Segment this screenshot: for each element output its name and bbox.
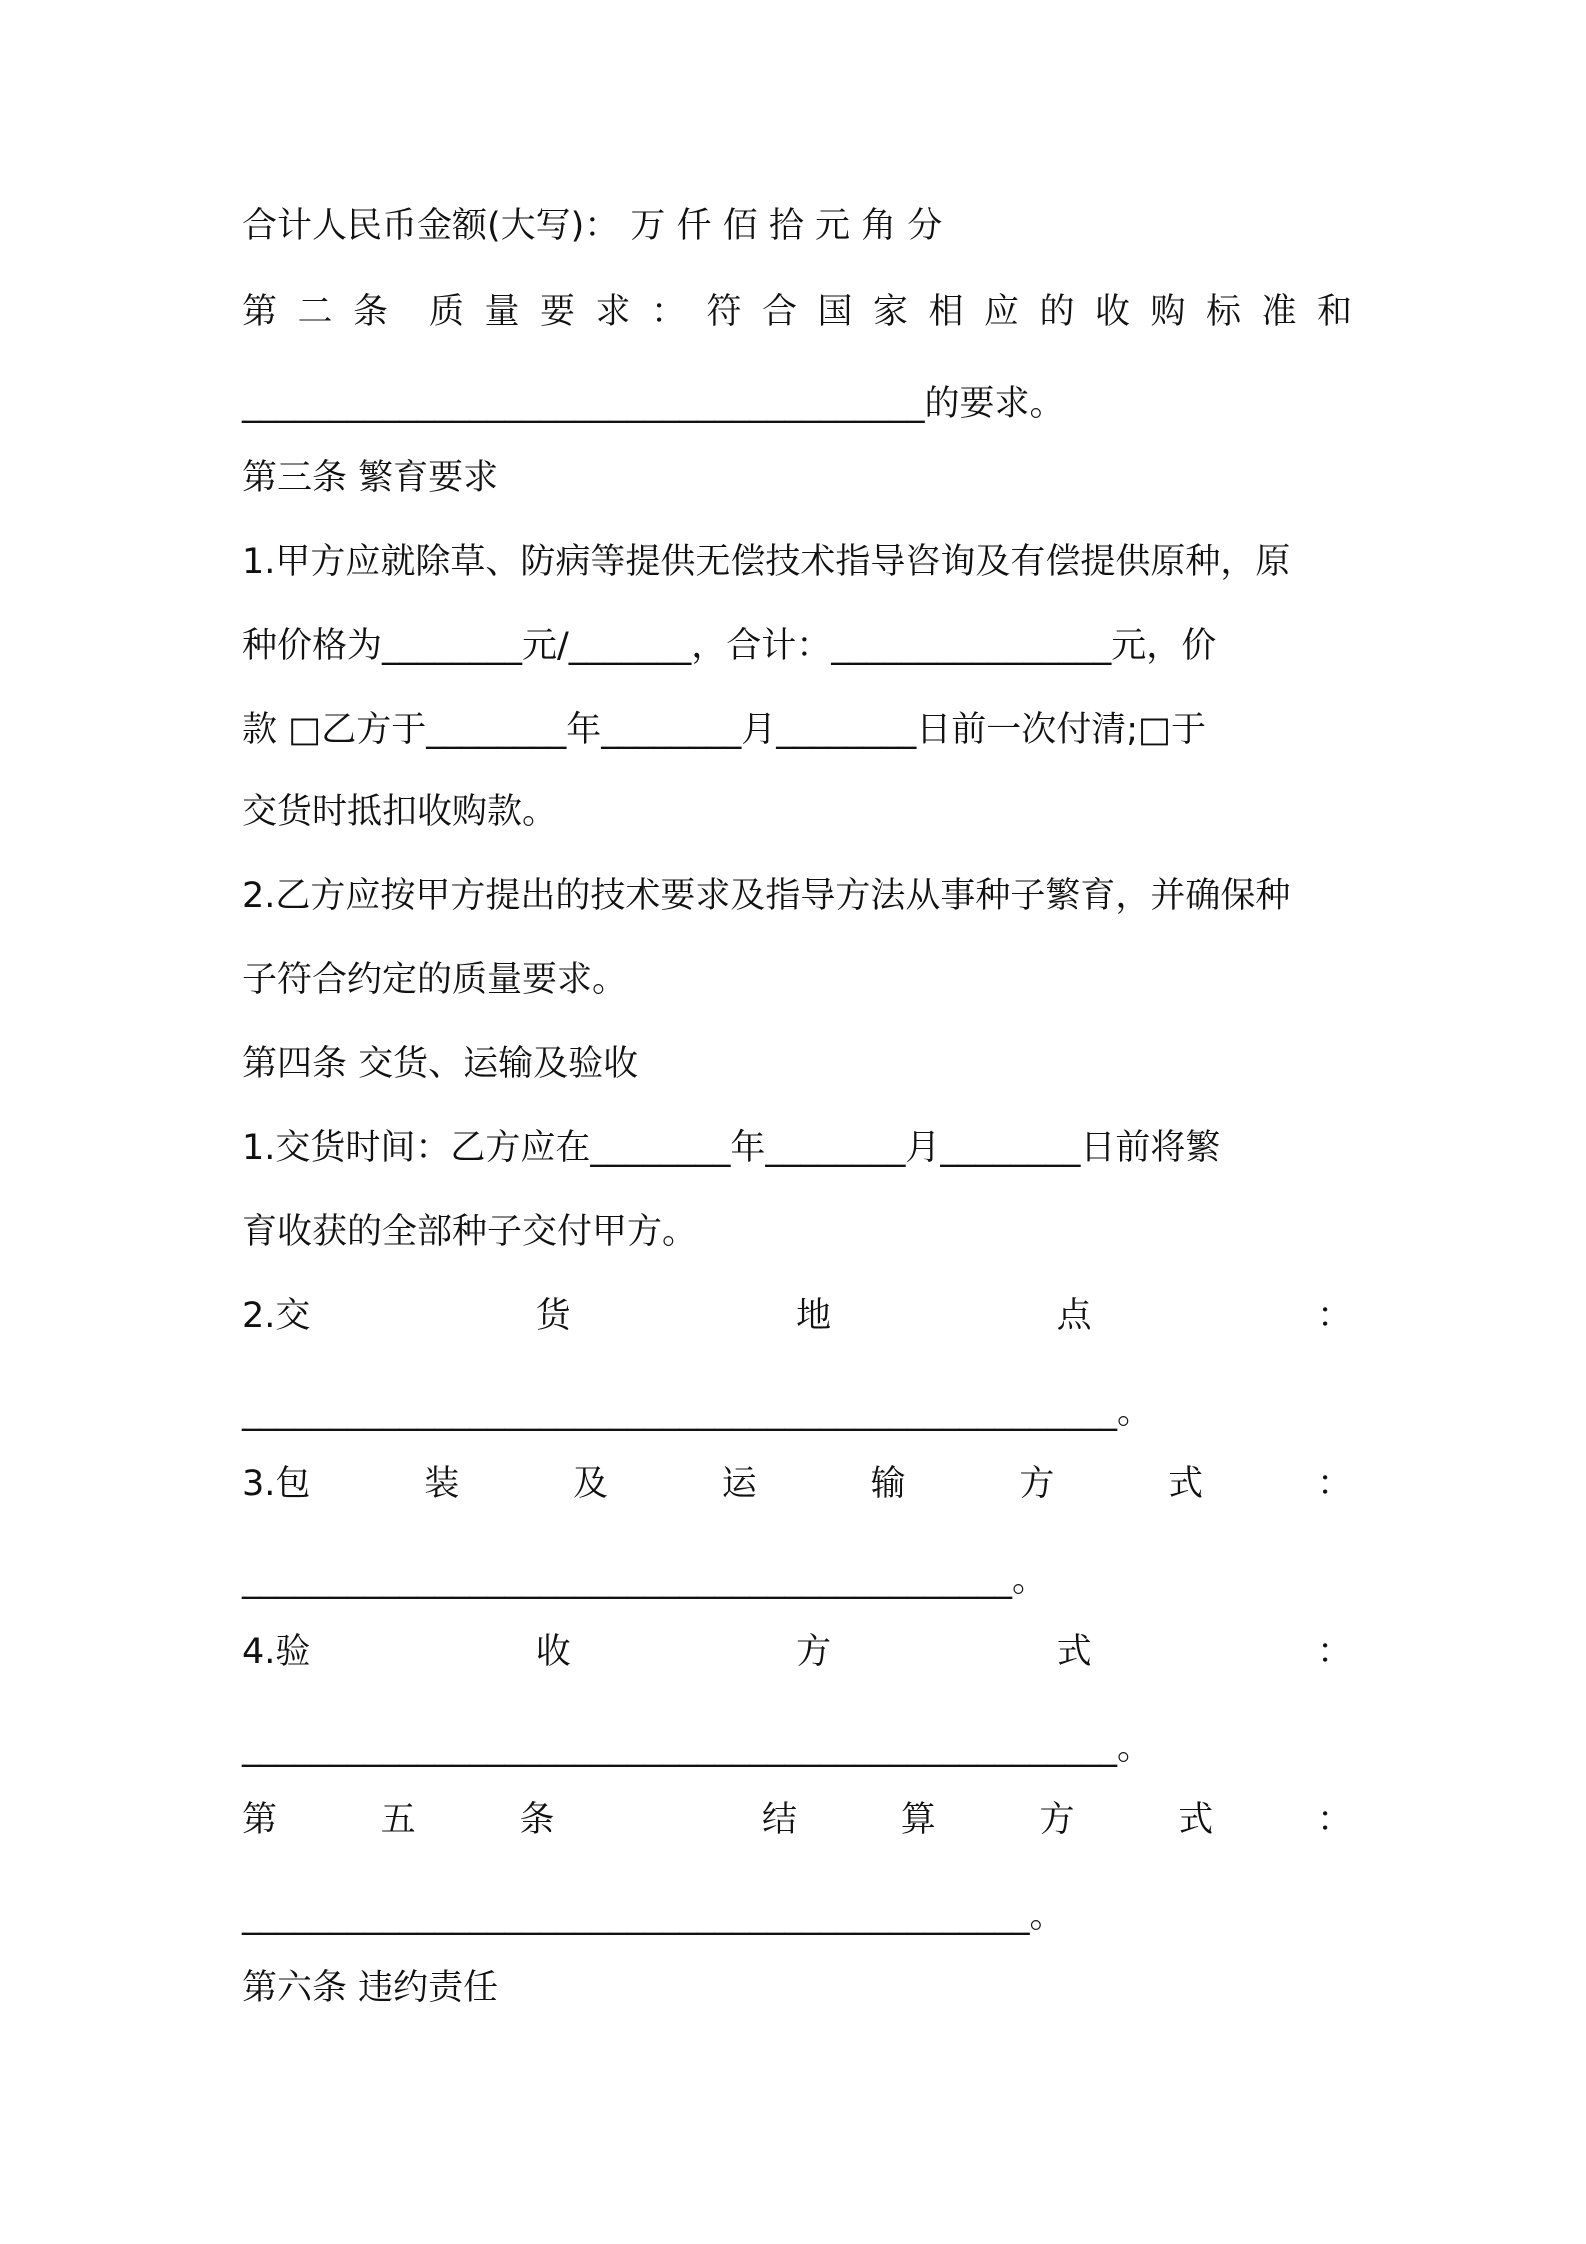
article-5-heading: 第 五 条 结 算 方 式 ： — [242, 1800, 1352, 1840]
article-3-item-1-line-1: 1.甲方应就除草、防病等提供无偿技术指导咨询及有偿提供原种，原 — [242, 542, 1291, 582]
article-2-heading: 第 二 条 质 量 要 求 ： 符 合 国 家 相 应 的 收 购 标 准 和 — [242, 292, 1352, 332]
article-4-item-3-blank: ____________________________________________。 — [242, 1560, 1048, 1600]
article-6-heading: 第六条 违约责任 — [242, 1968, 499, 2008]
article-4-item-4-blank: __________________________________________________。 — [242, 1728, 1153, 1768]
article-4-item-3-heading: 3.包 装 及 运 输 方 式 ： — [242, 1464, 1352, 1504]
article-4-item-2-heading: 2.交 货 地 点 ： — [242, 1296, 1352, 1336]
article-5-blank: _____________________________________________。 — [242, 1896, 1065, 1936]
article-4-item-2-blank: __________________________________________________。 — [242, 1392, 1153, 1432]
article-3-item-2-line-2: 子符合约定的质量要求。 — [242, 960, 628, 1000]
article-4-item-1-line-2: 育收获的全部种子交付甲方。 — [242, 1212, 698, 1252]
article-3-heading: 第三条 繁育要求 — [242, 458, 499, 498]
article-3-item-1-line-3: 款 □乙方于________年________月________日前一次付清;□于 — [242, 710, 1207, 750]
article-4-heading: 第四条 交货、运输及验收 — [242, 1044, 639, 1084]
total-amount-line: 合计人民币金额(大写)： 万 仟 佰 拾 元 角 分 — [242, 206, 943, 246]
article-2-blank-line: _______________________________________的要求。 — [242, 384, 1065, 424]
article-3-item-2-line-1: 2.乙方应按甲方提出的技术要求及指导方法从事种子繁育，并确保种 — [242, 876, 1291, 916]
article-4-item-4-heading: 4.验 收 方 式 ： — [242, 1632, 1352, 1672]
article-4-item-1-line-1: 1.交货时间：乙方应在________年________月________日前将繁 — [242, 1128, 1221, 1168]
article-3-item-1-line-4: 交货时抵扣收购款。 — [242, 792, 558, 832]
article-3-item-1-line-2: 种价格为________元/_______，合计：________________元，价 — [242, 626, 1217, 666]
